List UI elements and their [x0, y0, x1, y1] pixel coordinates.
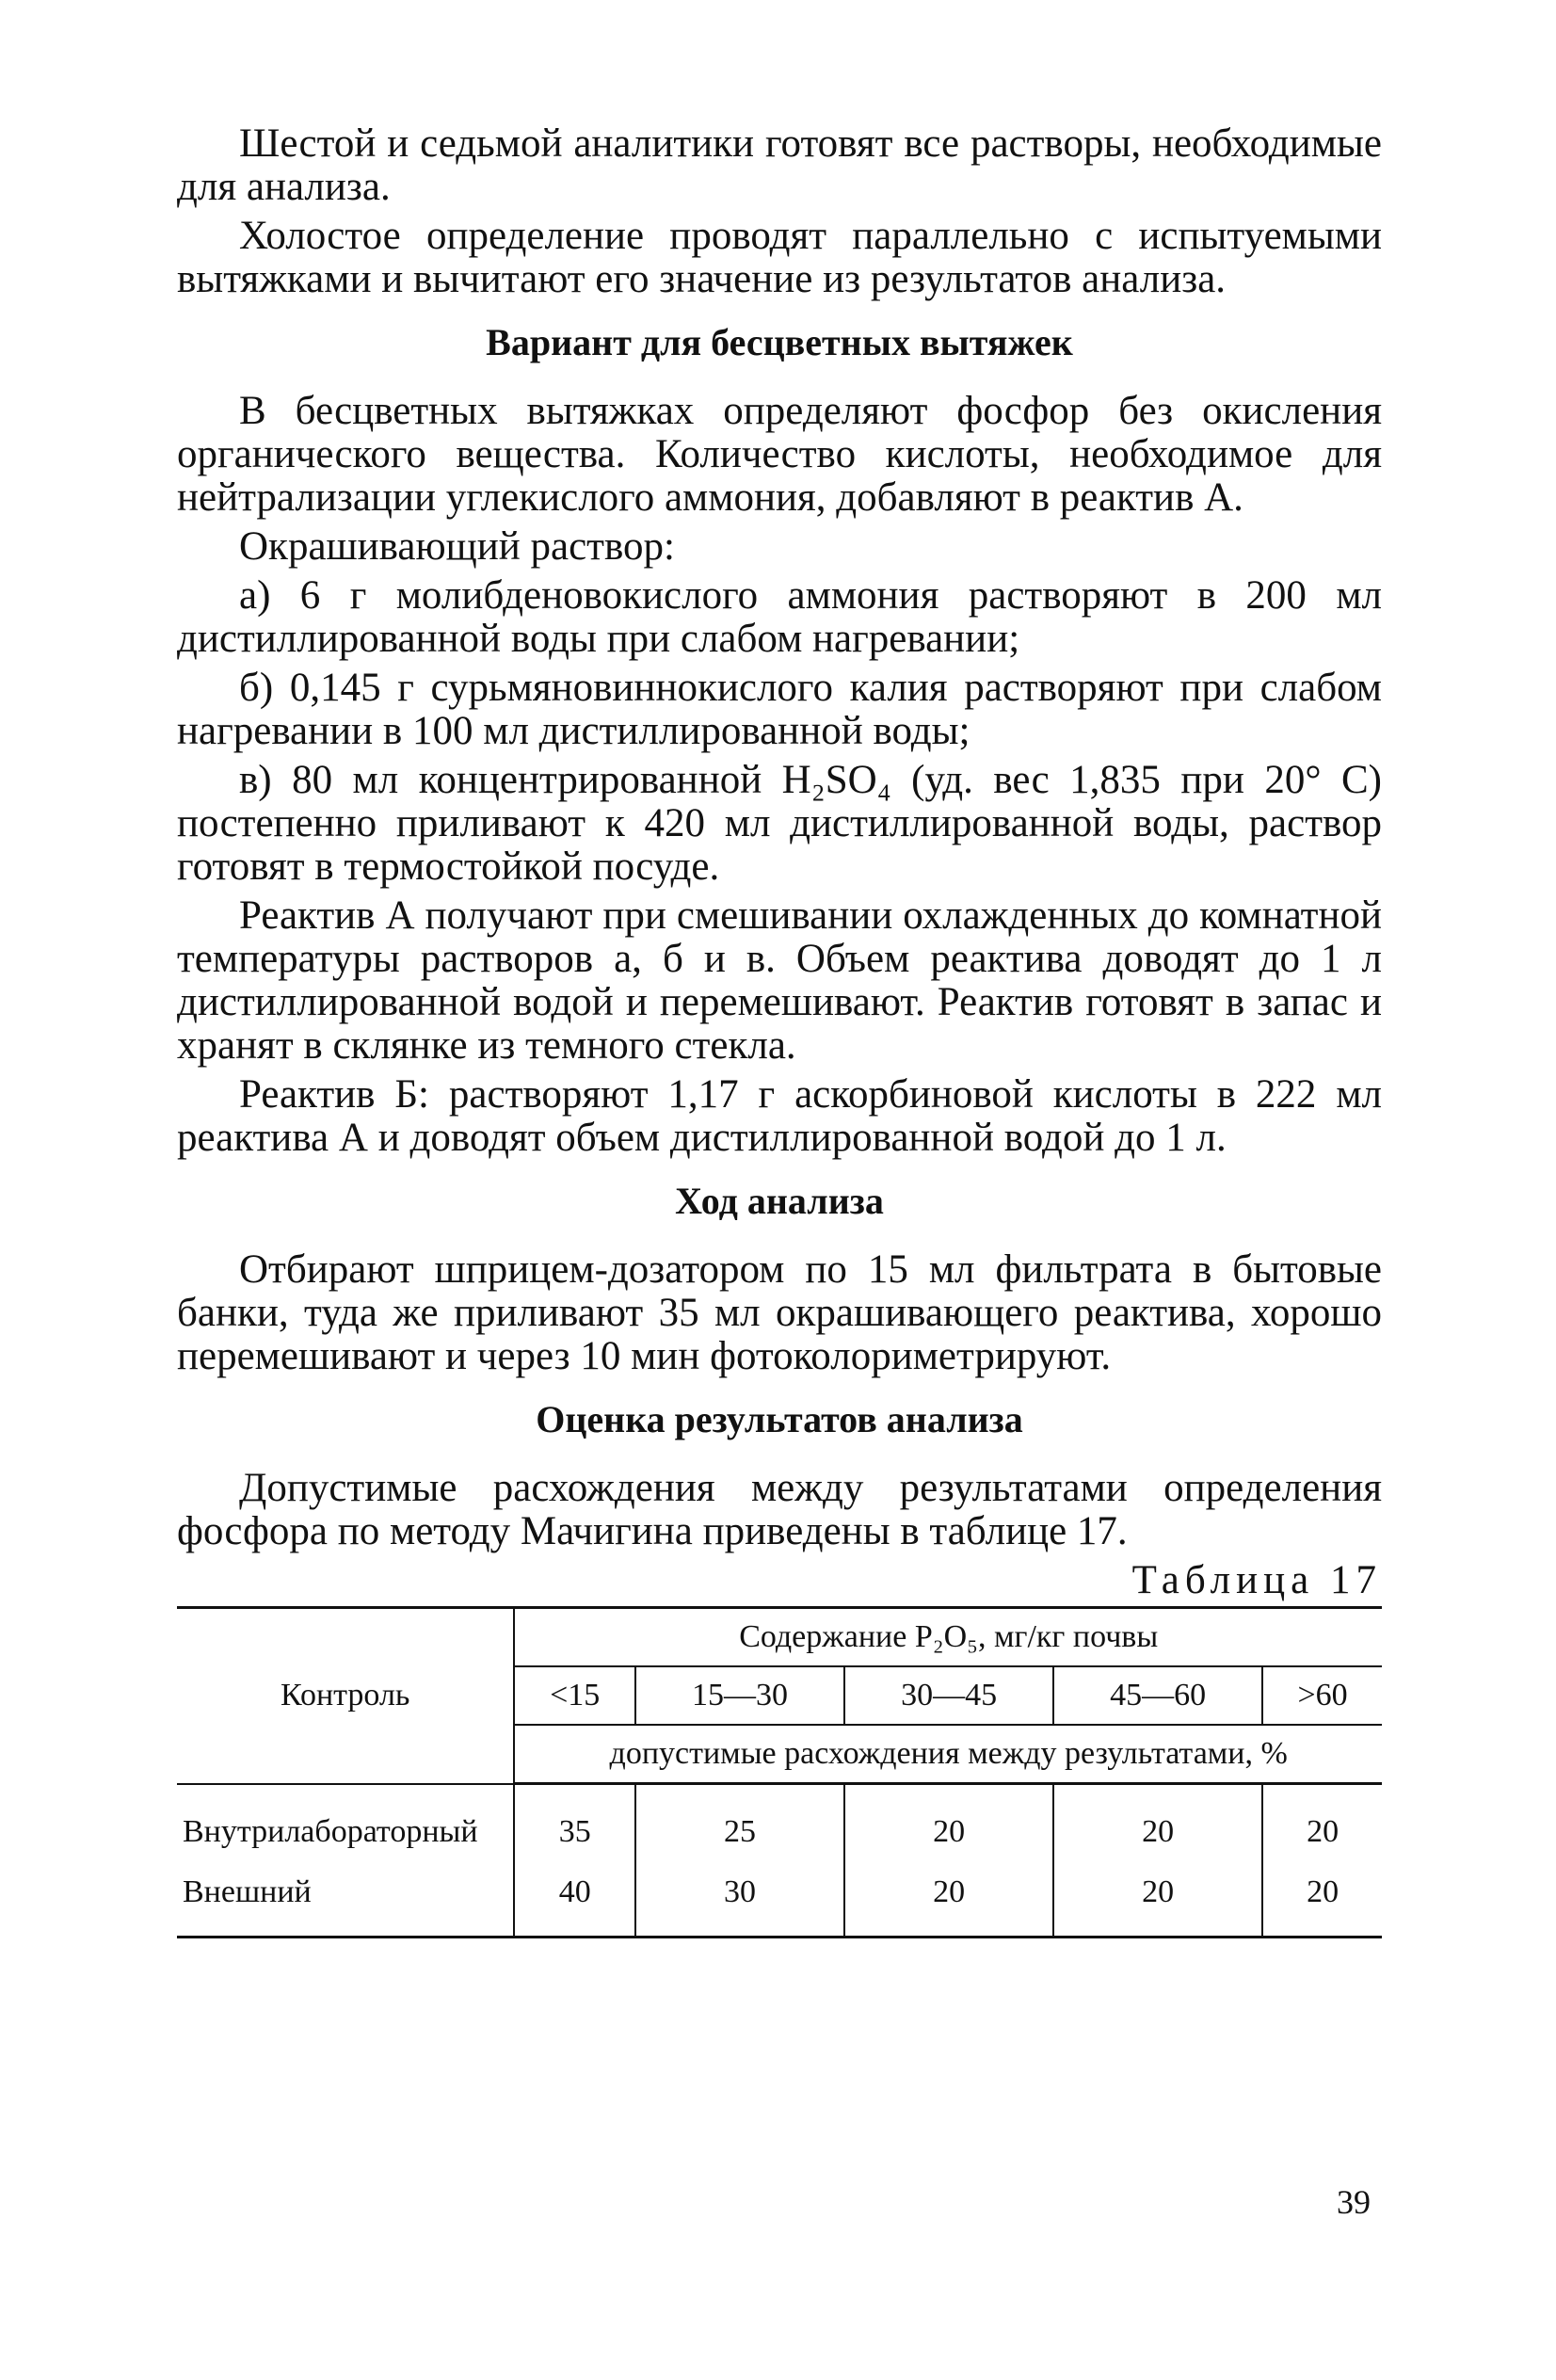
page-number: 39 [1337, 2183, 1371, 2221]
range-header: <15 [514, 1666, 635, 1725]
paragraph: Шестой и седьмой аналитики готовят все растворы, необходимые для анализа. [177, 121, 1382, 209]
table-cell: 35 [514, 1784, 635, 1863]
paragraph: В бесцветных вытяжках определяют фосфор без окисления органического вещества. Количество кислоты, необходимое для нейтрализации углекислого аммония, добавляют в реактив А. [177, 389, 1382, 520]
row-name: Внутрилабораторный [177, 1784, 514, 1863]
table-cell: 30 [635, 1862, 844, 1938]
table-cell: 20 [1262, 1862, 1382, 1938]
paragraph: Реактив Б: растворяют 1,17 г аскорбиновой кислоты в 222 мл реактива А и доводят объем дистиллированной водой до 1 л. [177, 1072, 1382, 1160]
range-header: >60 [1262, 1666, 1382, 1725]
table-row [177, 1784, 1382, 1863]
group-header: Содержание P₂O₅, мг/кг почвы [514, 1608, 1382, 1667]
row-name: Внешний [177, 1862, 514, 1938]
paragraph: б) 0,145 г сурьмяновиннокислого калия растворяют при слабом нагревании в 100 мл дистиллированной воды; [177, 666, 1382, 753]
table-label: Таблица 17 [1131, 1558, 1382, 1602]
tolerance-table [177, 1606, 1382, 1938]
range-header: 30—45 [844, 1666, 1053, 1725]
section-heading: Оценка результатов анализа [536, 1398, 1023, 1440]
paragraph: Окрашивающий раствор: [239, 524, 675, 569]
range-header: 45—60 [1053, 1666, 1262, 1725]
paragraph: Отбирают шприцем-дозатором по 15 мл фильтрата в бытовые банки, туда же приливают 35 мл окрашивающего реактива, хорошо перемешивают и через 10 мин фотоколориметрируют. [177, 1247, 1382, 1378]
table-cell: 40 [514, 1862, 635, 1938]
paragraph: в) 80 мл концентрированной H₂SO₄ (уд. вес 1,835 при 20° С) постепенно приливают к 420 мл дистиллированной воды, раствор готовят в термостойкой посуде. [177, 758, 1382, 889]
control-header: Контроль [177, 1608, 514, 1784]
section-heading: Ход анализа [675, 1180, 884, 1222]
paragraph: а) 6 г молибденовокислого аммония растворяют в 200 мл дистиллированной воды при слабом нагревании; [177, 573, 1382, 661]
page-content [177, 122, 1382, 1938]
table-cell: 25 [635, 1784, 844, 1863]
range-header: 15—30 [635, 1666, 844, 1725]
paragraph: Холостое определение проводят параллельно с испытуемыми вытяжками и вычитают его значение из результатов анализа. [177, 214, 1382, 301]
paragraph: Реактив А получают при смешивании охлажденных до комнатной температуры растворов а, б и в. Объем реактива доводят до 1 л дистиллированной водой и перемешивают. Реактив готовят в запас и хранят в склянке из темного стекла. [177, 893, 1382, 1068]
table-cell: 20 [844, 1862, 1053, 1938]
table-cell: 20 [1053, 1784, 1262, 1863]
paragraph: Допустимые расхождения между результатами определения фосфора по методу Мачигина приведены в таблице 17. [177, 1466, 1382, 1553]
table-row [177, 1862, 1382, 1938]
subheader: допустимые расхождения между результатами, % [514, 1725, 1382, 1784]
section-heading: Вариант для бесцветных вытяжек [486, 321, 1073, 363]
table-cell: 20 [844, 1784, 1053, 1863]
table-cell: 20 [1262, 1784, 1382, 1863]
table-cell: 20 [1053, 1862, 1262, 1938]
